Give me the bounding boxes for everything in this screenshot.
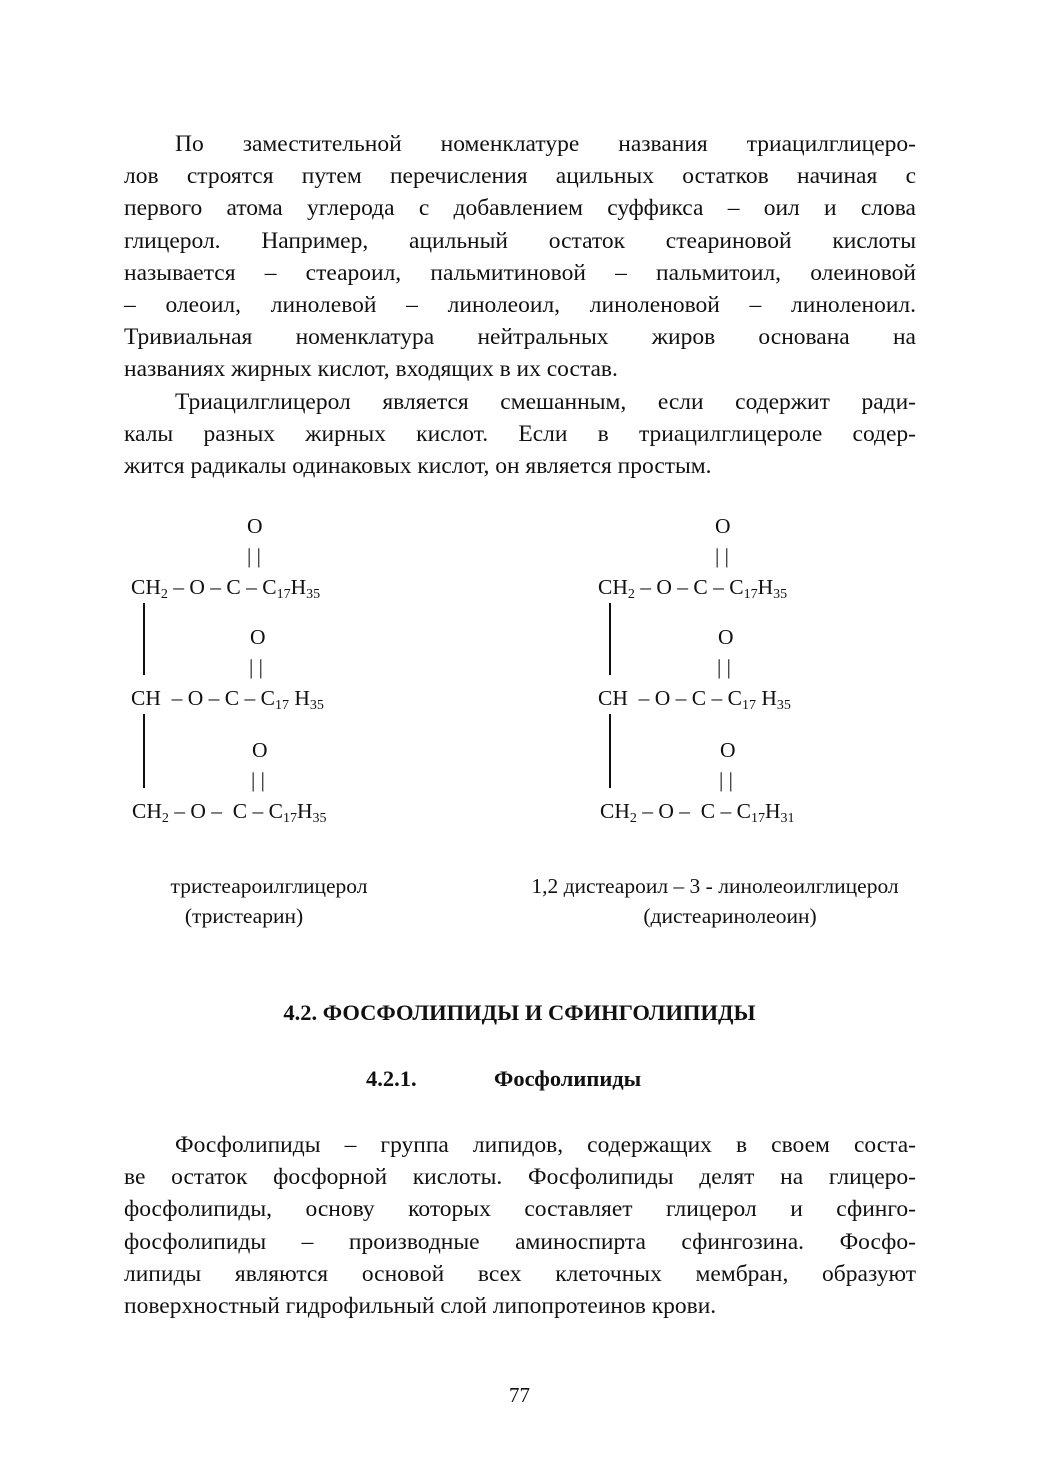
carbonyl-oxygen: O: [247, 514, 263, 538]
text-line: жится радикалы одинаковых кислот, он является простым.: [124, 453, 712, 480]
carbonyl-oxygen: O: [720, 738, 736, 762]
text-line: называется – стеароил, пальмитиновой – пальмитоил, олеиновой: [124, 259, 916, 286]
text-line: ве остаток фосфорной кислоты. Фосфолипиды делят на глицеро-: [124, 1164, 916, 1191]
text-line: глицерол. Например, ацильный остаток стеариновой кислоты: [124, 227, 916, 254]
backbone-bond: [143, 714, 145, 788]
double-bond: | |: [247, 544, 261, 568]
text-line: Фосфолипиды – группа липидов, содержащих в своем соста-: [175, 1132, 916, 1158]
text-line: липиды являются основой всех клеточных мембран, образуют: [124, 1260, 916, 1287]
text-line: фосфолипиды – производные аминоспирта сфингозина. Фосфо-: [124, 1228, 916, 1255]
backbone-bond: [143, 603, 145, 675]
backbone-bond: [609, 714, 611, 788]
caption-right-trivial: [505, 904, 955, 929]
double-bond: | |: [719, 768, 733, 792]
paragraph-phospholipids: [124, 1129, 916, 1322]
double-bond: | |: [249, 655, 263, 679]
paragraph-nomenclature: [124, 128, 916, 386]
formula-row-2: CH – O – C – $C_{17}$ $H_{35}$: [598, 686, 791, 713]
text-line: Тривиальная номенклатура нейтральных жиров основана на: [124, 324, 916, 351]
caption-right: [490, 874, 940, 899]
formula-row-1: $CH_2$ – O – C – $C_{17}H_{35}$: [131, 575, 321, 602]
subsection-number: 4.2.1.: [366, 1066, 417, 1091]
text-line: фосфолипиды, основу которых составляет глицерол и сфинго-: [124, 1196, 916, 1223]
carbonyl-oxygen: O: [715, 514, 731, 538]
caption-name: 1,2 дистеароил – 3 - линолеоилглицерол: [531, 874, 899, 898]
text-line: поверхностный гидрофильный слой липопротеинов крови.: [124, 1292, 717, 1319]
text-line: По заместительной номенклатуре названия триацилглицеро-: [175, 131, 916, 157]
text-line: названиях жирных кислот, входящих в их состав.: [124, 356, 618, 383]
double-bond: | |: [715, 544, 729, 568]
text-line: Триацилглицерол является смешанным, если содержит ради-: [175, 389, 916, 415]
caption-trivial: (тристеарин): [184, 904, 304, 928]
caption-left-trivial: [144, 904, 344, 929]
section-heading: 4.2. ФОСФОЛИПИДЫ И СФИНГОЛИПИДЫ: [283, 1000, 756, 1025]
page-number: 77: [509, 1383, 530, 1407]
text-line: лов строятся путем перечисления ацильных остатков начиная с: [124, 163, 916, 190]
double-bond: | |: [251, 768, 265, 792]
text-line: калы разных жирных кислот. Если в триацилглицероле содер-: [124, 421, 916, 448]
formula-row-3: $CH_2$ – O – C – $C_{17}H_{35}$: [132, 799, 327, 826]
backbone-bond: [609, 603, 611, 675]
text-line: – олеоил, линолевой – линолеоил, линоленовой – линоленоил.: [124, 291, 916, 318]
formula-row-3: $CH_2$ – O – C – $C_{17}H_{31}$: [600, 799, 795, 826]
carbonyl-oxygen: O: [718, 625, 734, 649]
text-line: первого атома углерода с добавлением суффикса – оил и слова: [124, 195, 916, 222]
formula-row-2: CH – O – C – $C_{17}$ $H_{35}$: [131, 686, 324, 713]
paragraph-mixed-simple: [124, 386, 916, 483]
carbonyl-oxygen: O: [252, 738, 268, 762]
double-bond: | |: [717, 655, 731, 679]
carbonyl-oxygen: O: [250, 625, 266, 649]
caption-trivial: (дистеаринолеоин): [643, 904, 817, 928]
caption-left: [144, 874, 394, 899]
caption-name: тристеароилглицерол: [170, 874, 368, 898]
subsection-title: Фосфолипиды: [494, 1066, 642, 1091]
formula-row-1: $CH_2$ – O – C – $C_{17}H_{35}$: [598, 575, 788, 602]
